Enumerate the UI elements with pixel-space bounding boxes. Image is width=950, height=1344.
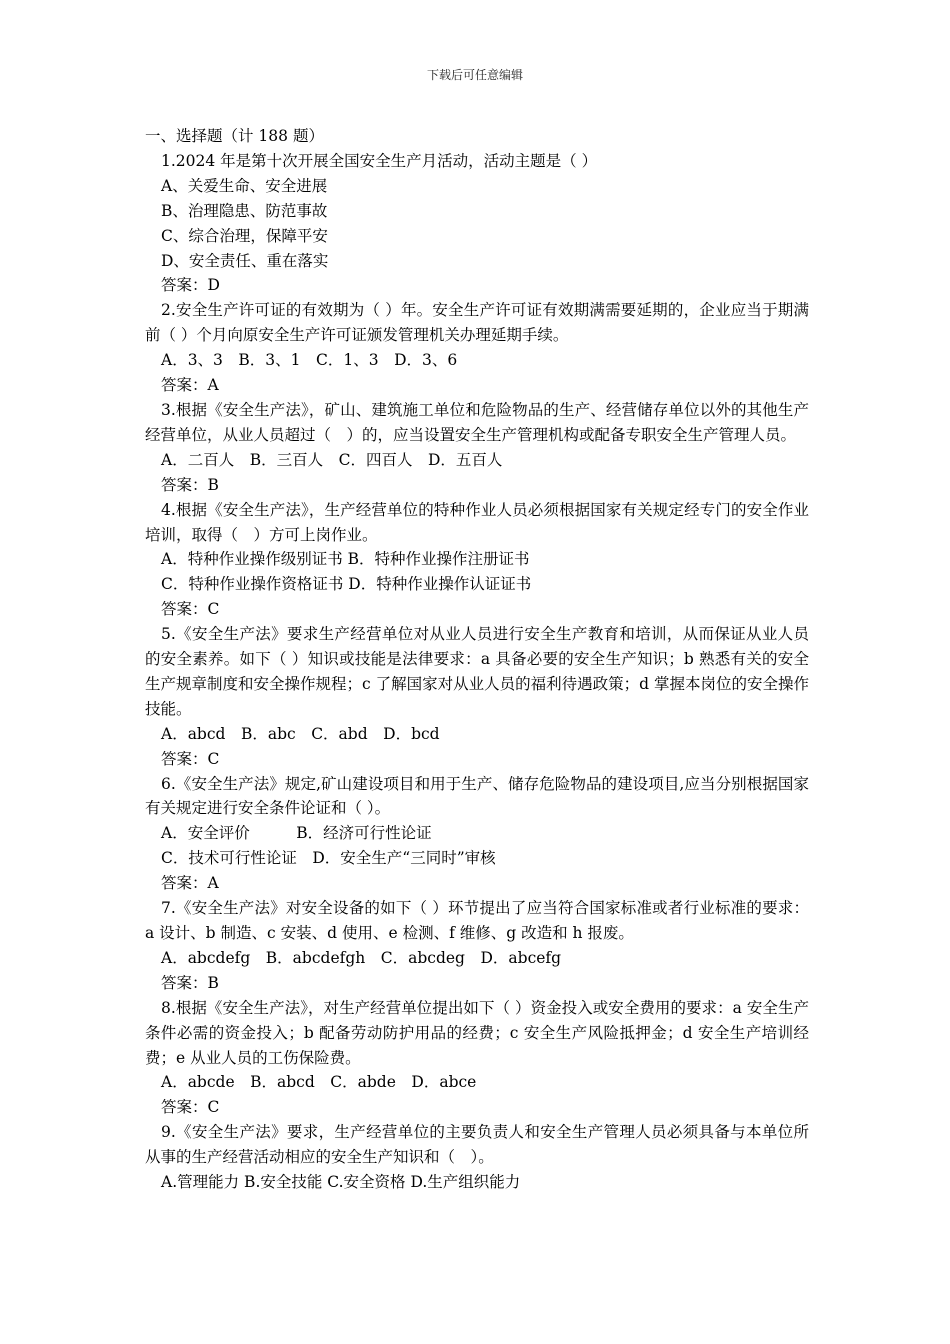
option-line: A．3、3 B．3、1 C．1、3 D．3、6 [161,351,458,370]
question-text: 7.《安全生产法》对安全设备的如下（ ）环节提出了应当符合国家标准或者行业标准的要求：a 设计、b 制造、c 安装、d 使用、e 检测、f 维修、g 改造和 h 报废。 [145,899,809,942]
option-line: A．二百人 B．三百人 C．四百人 D．五百人 [161,450,503,469]
option-line: 答案：C [161,600,220,619]
option-line: B、治理隐患、防范事故 [161,201,328,220]
option-line: A、关爱生命、安全进展 [161,176,328,195]
question-text: 4.根据《安全生产法》，生产经营单位的特种作业人员必须根据国家有关规定经专门的安全作业培训，取得（ ）方可上岗作业。 [145,500,809,544]
question-text: 6.《安全生产法》规定,矿山建设项目和用于生产、储存危险物品的建设项目,应当分别根据国家有关规定进行安全条件论证和（ ）。 [145,774,809,818]
question-text: 2.安全生产许可证的有效期为（ ）年。安全生产许可证有效期满需要延期的，企业应当于期满前（ ）个月向原安全生产许可证颁发管理机关办理延期手续。 [145,301,809,345]
option-line: A．特种作业操作级别证书 B．特种作业操作注册证书 [161,550,530,569]
option-line: 答案：C [161,749,220,768]
question-text: 3.根据《安全生产法》，矿山、建筑施工单位和危险物品的生产、经营储存单位以外的其他生产经营单位，从业人员超过（ ）的，应当设置安全生产管理机构或配备专职安全生产管理人员。 [145,400,809,444]
option-line: C．技术可行性论证 D．安全生产“三同时”审核 [161,849,496,868]
question-text: 9.《安全生产法》要求，生产经营单位的主要负责人和安全生产管理人员必须具备与本单位所从事的生产经营活动相应的安全生产知识和（ ）。 [145,1123,809,1167]
option-line: C、综合治理，保障平安 [161,226,328,245]
option-line: D、安全责任、重在落实 [161,251,329,270]
option-line: C．特种作业操作资格证书 D．特种作业操作认证证书 [161,575,532,594]
option-line: 答案：A [161,874,219,893]
option-line: A．abcd B．abc C．abd D．bcd [161,724,440,743]
document-body [145,124,809,1195]
option-line: 答案：B [161,475,219,494]
option-line: 答案：D [161,276,220,295]
option-line: 答案：A [161,376,219,395]
option-line: A.管理能力 B.安全技能 C.安全资格 D.生产组织能力 [161,1173,521,1192]
question-text: 8.根据《安全生产法》，对生产经营单位提出如下（ ）资金投入或安全费用的要求：a 安全生产条件必需的资金投入；b 配备劳动防护用品的经费；c 安全生产风险抵押金；d 安全生产培训经费；e 从业人员的工伤保险费。 [145,998,809,1067]
option-line: 答案：C [161,1098,220,1117]
section-title: 一、选择题（计 188 题） [145,127,324,145]
question-text: 5.《安全生产法》要求生产经营单位对从业人员进行安全生产教育和培训，从而保证从业人员的安全素养。如下（ ）知识或技能是法律要求：a 具备必要的安全生产知识；b 熟悉有关的安全生产规章制度和安全操作规程；c 了解国家对从业人员的福利待遇政策；d 掌握本岗位的安全操作技能。 [145,625,809,718]
option-line: A．abcdefg B．abcdefgh C．abcdeg D．abcefg [161,948,562,967]
question-text: 1.2024 年是第十次开展全国安全生产月活动，活动主题是（ ） [161,151,598,170]
option-line: A．abcde B．abcd C．abde D．abce [161,1073,477,1092]
option-line: 答案：B [161,973,219,992]
question-list [145,149,809,1195]
page-header: 下载后可任意编辑 [426,68,523,82]
option-line: A．安全评价 B．经济可行性论证 [161,824,432,843]
